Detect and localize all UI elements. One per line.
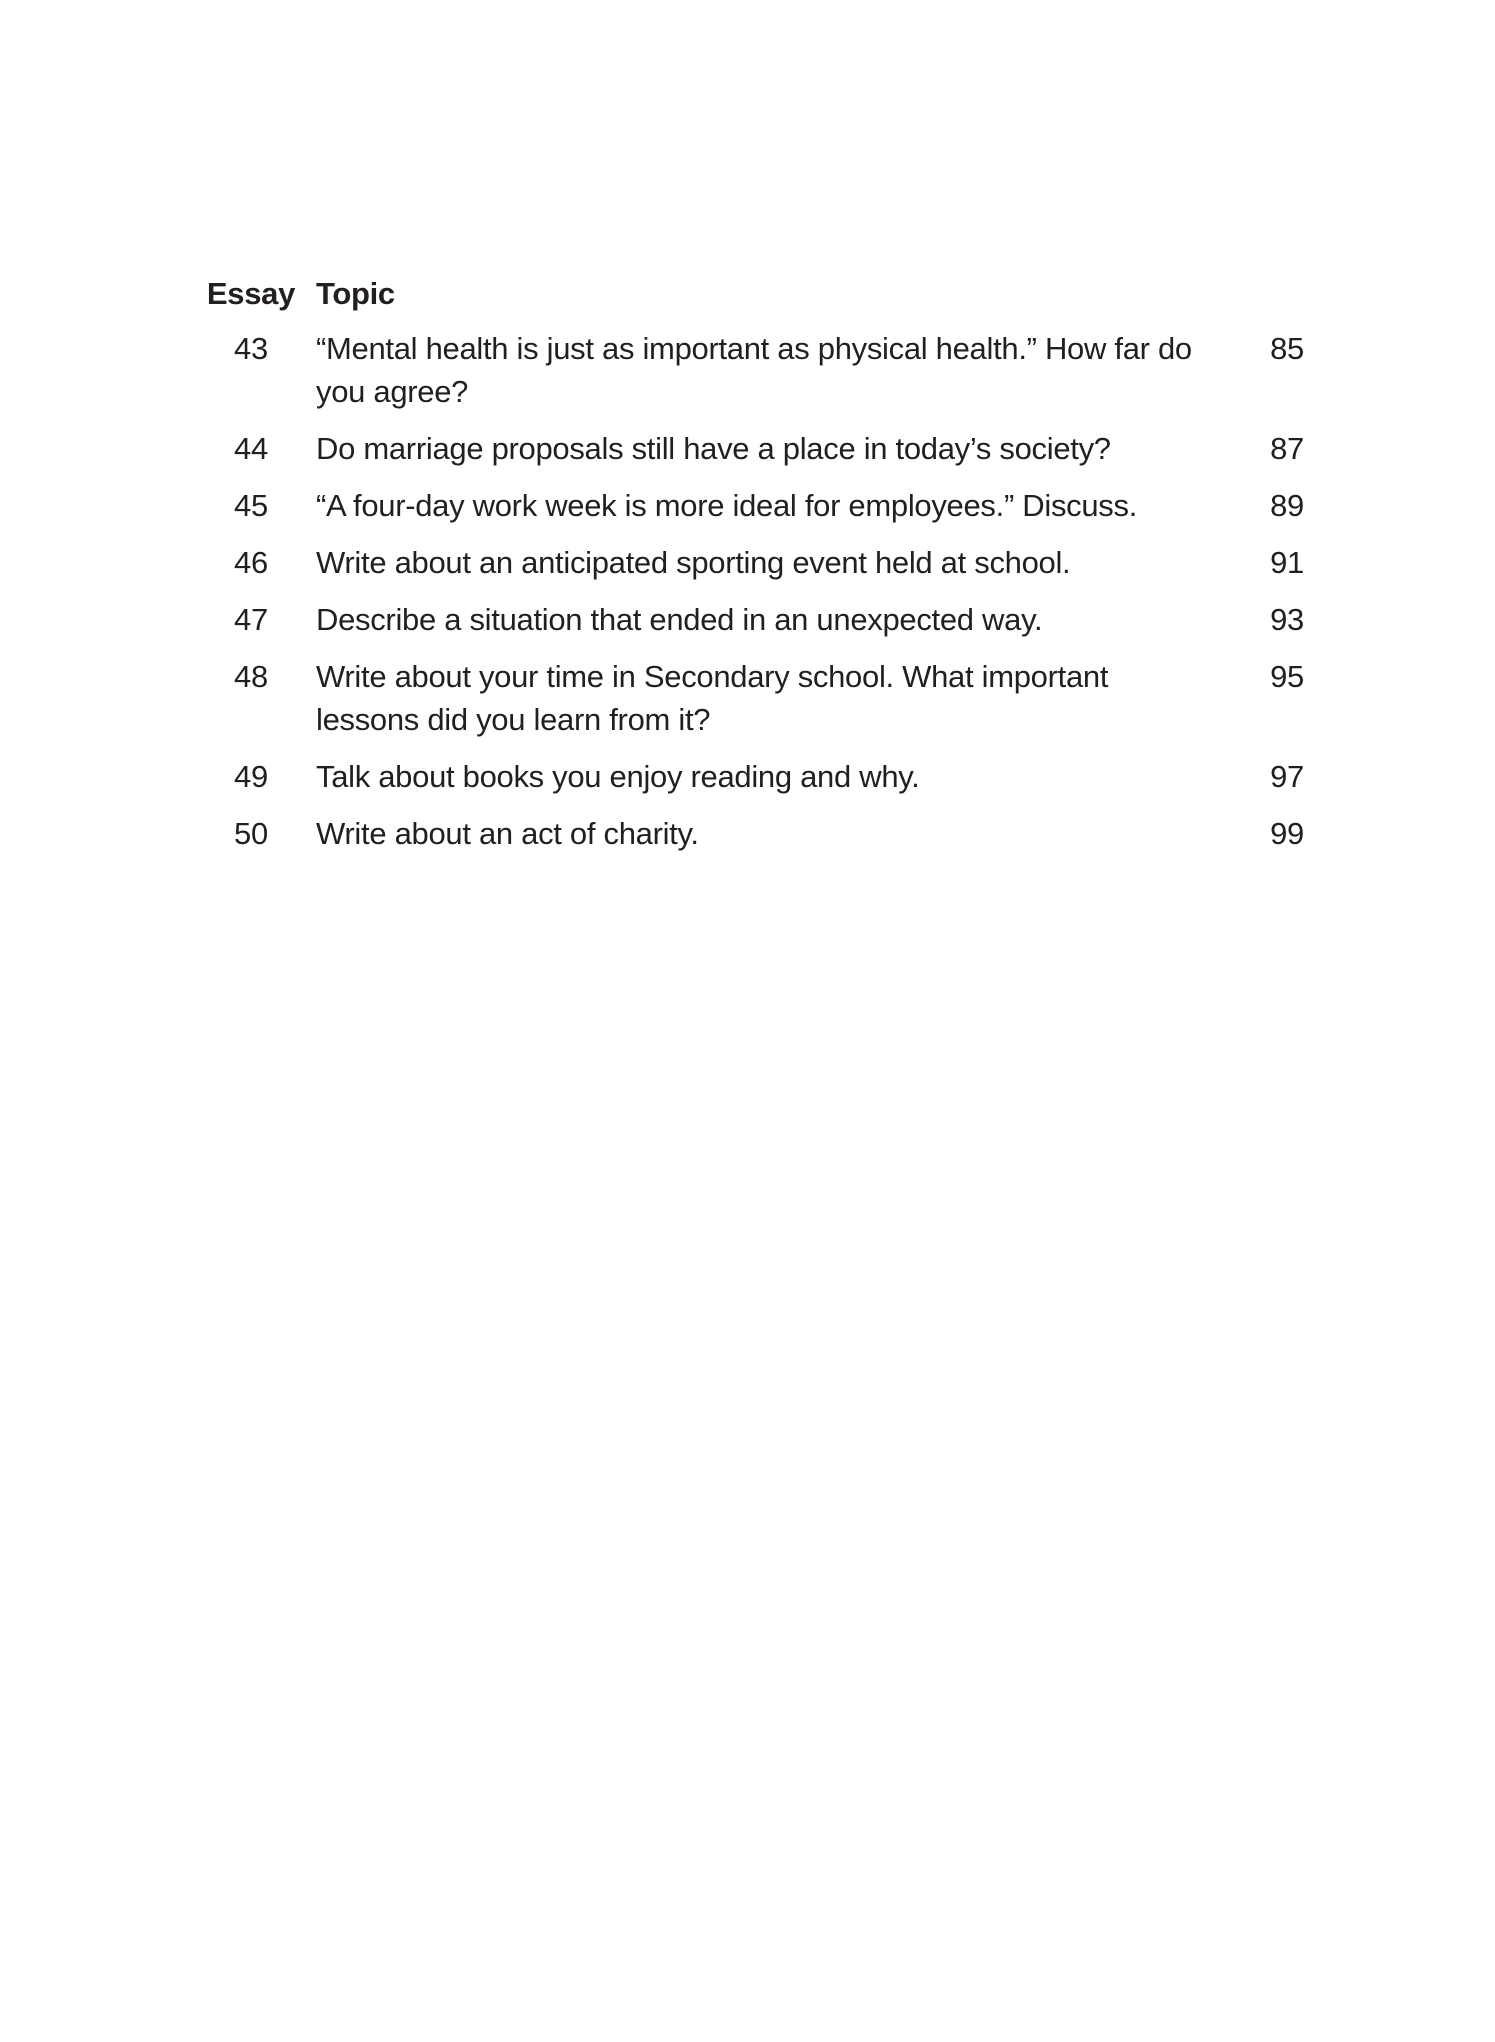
essay-topic: “Mental health is just as important as physical health.” How far do you agree?: [316, 331, 1192, 409]
essay-number: 46: [234, 545, 268, 580]
essay-topic: Write about your time in Secondary school. What important lessons did you learn from it?: [316, 659, 1109, 737]
contents-entry: [186, 598, 1306, 641]
page-number: 89: [1270, 488, 1304, 523]
contents-header-row: [186, 272, 1306, 315]
page-number: 87: [1270, 431, 1304, 466]
contents-entry: [186, 327, 1306, 413]
page-number: 93: [1270, 602, 1304, 637]
page-number: 91: [1270, 545, 1304, 580]
essay-number: 43: [234, 331, 268, 366]
contents-entry: [186, 812, 1306, 855]
contents-entry: [186, 655, 1306, 741]
page-number: 99: [1270, 816, 1304, 851]
contents-entry: [186, 755, 1306, 798]
page-number: 95: [1270, 659, 1304, 694]
page-number: 85: [1270, 331, 1304, 366]
contents-entry: [186, 427, 1306, 470]
topic-column-header: Topic: [316, 276, 395, 311]
contents-entry: [186, 541, 1306, 584]
essay-column-header: Essay: [206, 276, 296, 311]
essay-topic: “A four-day work week is more ideal for employees.” Discuss.: [316, 488, 1138, 523]
essay-topic: Write about an anticipated sporting event held at school.: [316, 545, 1071, 580]
essay-number: 44: [234, 431, 268, 466]
essay-number: 50: [234, 816, 268, 851]
contents-entry: [186, 484, 1306, 527]
essay-topic: Describe a situation that ended in an unexpected way.: [316, 602, 1043, 637]
essay-number: 45: [234, 488, 268, 523]
essay-number: 48: [234, 659, 268, 694]
essay-number: 49: [234, 759, 268, 794]
essay-topic: Do marriage proposals still have a place in today’s society?: [316, 431, 1111, 466]
essay-number: 47: [234, 602, 268, 637]
contents-table: [186, 272, 1306, 869]
essay-topic: Talk about books you enjoy reading and why.: [316, 759, 920, 794]
essay-topic: Write about an act of charity.: [316, 816, 699, 851]
page-number: 97: [1270, 759, 1304, 794]
